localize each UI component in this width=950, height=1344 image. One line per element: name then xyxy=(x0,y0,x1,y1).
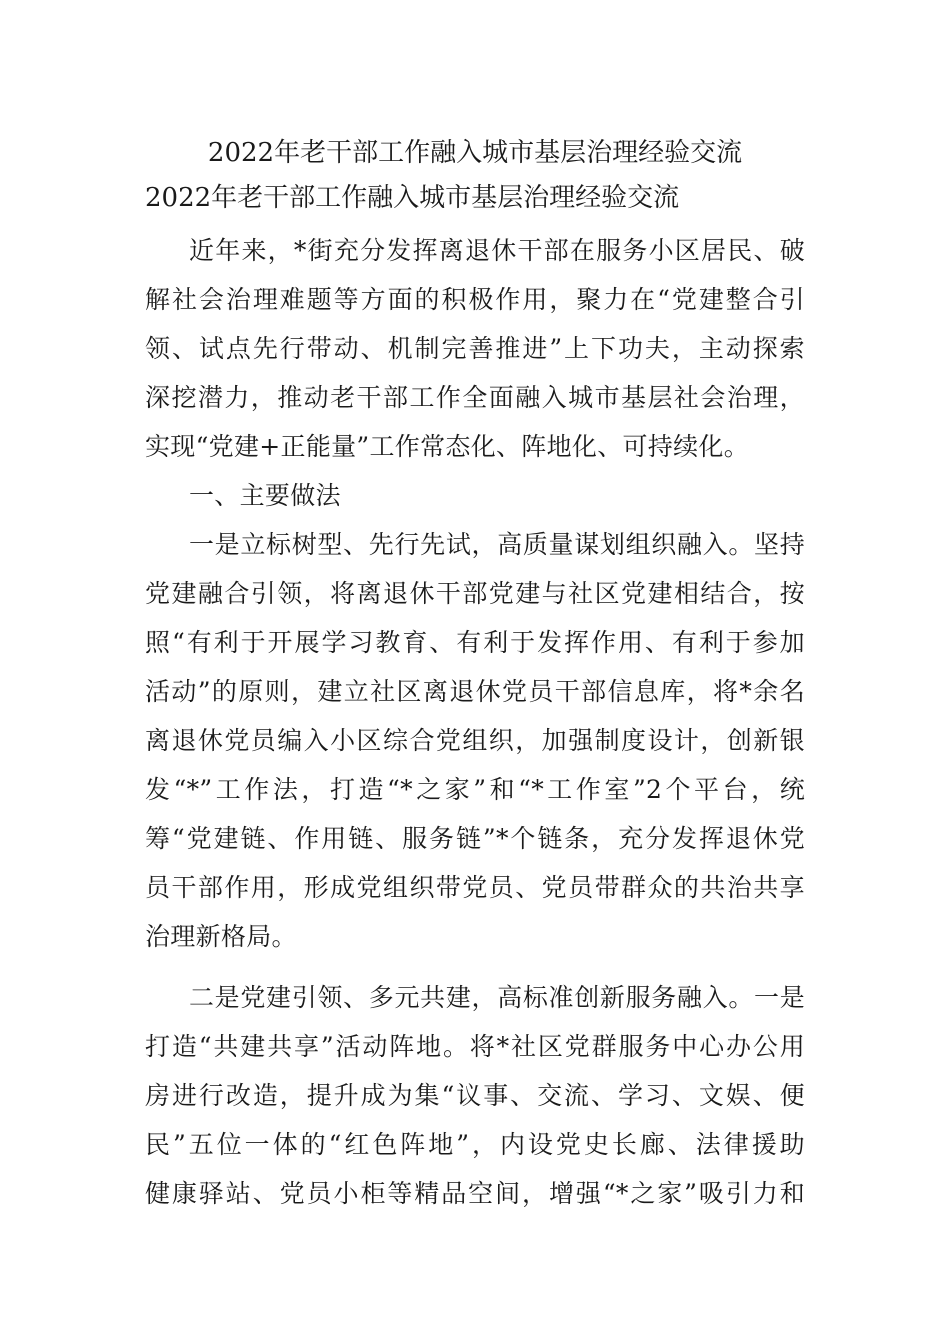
paragraph-line: 筹“党建链、作用链、服务链”*个链条，充分发挥退休党 xyxy=(145,824,805,853)
intro-line: 深挖潜力，推动老干部工作全面融入城市基层社会治理， xyxy=(145,383,805,412)
intro-paragraph xyxy=(145,226,805,471)
intro-line: 领、试点先行带动、机制完善推进”上下功夫，主动探索 xyxy=(145,334,805,363)
paragraph-line: 照“有利于开展学习教育、有利于发挥作用、有利于参加 xyxy=(145,628,805,657)
paragraph-line: 房进行改造，提升成为集“议事、交流、学习、文娱、便 xyxy=(145,1081,805,1110)
intro-line: 近年来，*街充分发挥离退休干部在服务小区居民、破 xyxy=(189,236,805,265)
intro-line: 实现“党建+正能量”工作常态化、阵地化、可持续化。 xyxy=(145,432,750,461)
paragraph-line: 二是党建引领、多元共建，高标准创新服务融入。一是 xyxy=(189,983,805,1012)
paragraph-1 xyxy=(145,520,805,961)
paragraph-line: 治理新格局。 xyxy=(145,922,297,951)
document-title-repeat: 2022年老干部工作融入城市基层治理经验交流 xyxy=(145,183,680,213)
paragraph-line: 离退休党员编入小区综合党组织，加强制度设计，创新银 xyxy=(145,726,805,755)
paragraph-line: 发“*”工作法，打造“*之家”和“*工作室”2个平台，统 xyxy=(145,775,805,804)
paragraph-line: 健康驿站、党员小柜等精品空间，增强“*之家”吸引力和 xyxy=(145,1179,805,1208)
paragraph-line: 打造“共建共享”活动阵地。将*社区党群服务中心办公用 xyxy=(145,1032,805,1061)
paragraph-2 xyxy=(145,973,805,1218)
document-title: 2022年老干部工作融入城市基层治理经验交流 xyxy=(207,138,743,168)
paragraph-line: 活动”的原则，建立社区离退休党员干部信息库，将*余名 xyxy=(145,677,805,706)
paragraph-line: 民”五位一体的“红色阵地”，内设党史长廊、法律援助 xyxy=(145,1130,805,1159)
paragraph-line: 党建融合引领，将离退休干部党建与社区党建相结合，按 xyxy=(145,579,805,608)
paragraph-line: 员干部作用，形成党组织带党员、党员带群众的共治共享 xyxy=(145,873,805,902)
paragraph-line: 一是立标树型、先行先试，高质量谋划组织融入。坚持 xyxy=(189,530,805,559)
intro-line: 解社会治理难题等方面的积极作用，聚力在“党建整合引 xyxy=(145,285,805,314)
section-heading xyxy=(145,471,805,520)
section-heading-text: 一、主要做法 xyxy=(189,481,341,510)
